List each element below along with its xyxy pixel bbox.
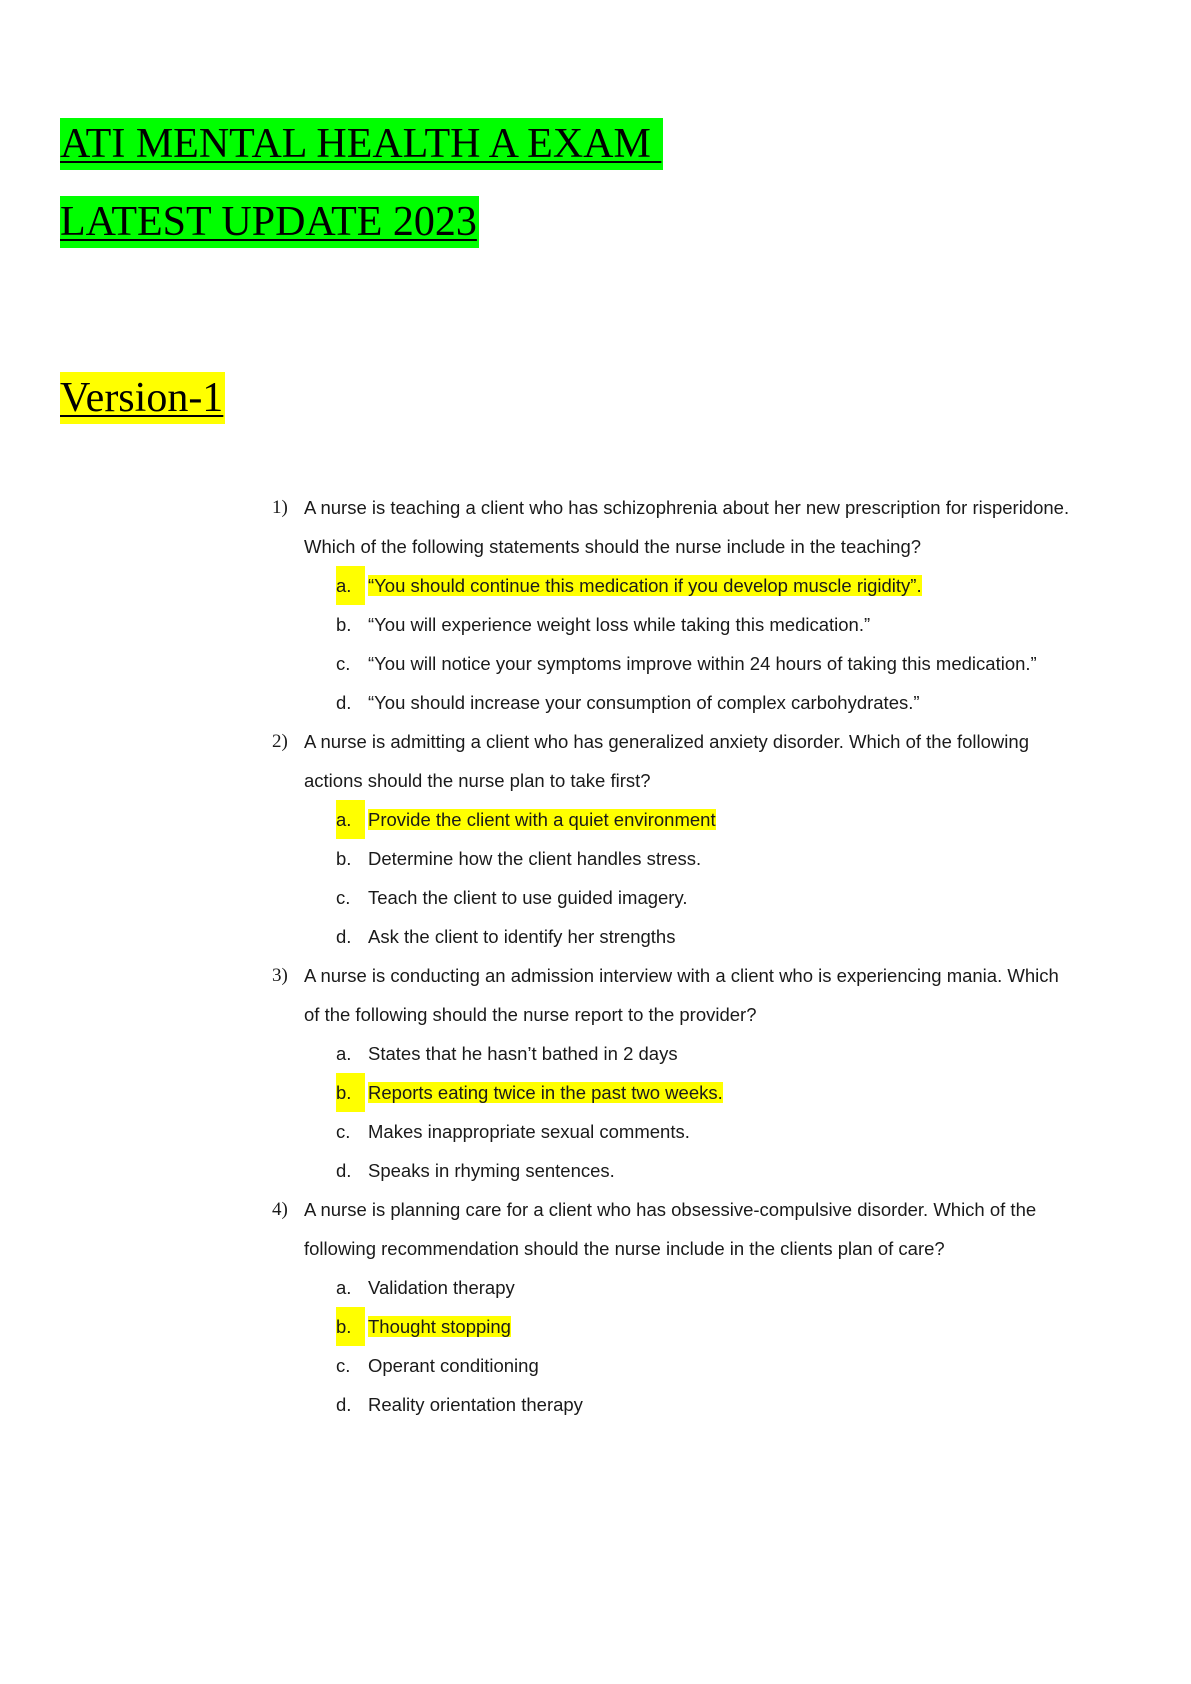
- option-text: Determine how the client handles stress.: [368, 848, 702, 869]
- answer-options: [304, 1268, 1072, 1424]
- answer-option-a-highlighted: [336, 566, 1072, 605]
- option-text: Validation therapy: [368, 1277, 515, 1298]
- question-stem: A nurse is conducting an admission interview with a client who is experiencing mania. Which of the following should the nurse report to the provider?: [304, 965, 1059, 1025]
- option-text: Provide the client with a quiet environment: [368, 809, 716, 830]
- answer-option-d: [336, 1151, 1072, 1190]
- option-letter: a.: [336, 1043, 352, 1064]
- answer-option-c: [336, 1346, 1072, 1385]
- answer-option-d: [336, 917, 1072, 956]
- option-text: Teach the client to use guided imagery.: [368, 887, 688, 908]
- option-letter: a.: [336, 1277, 352, 1298]
- exam-title-line-2: LATEST UPDATE 2023: [60, 196, 479, 248]
- answer-options: [304, 800, 1072, 956]
- version-label: Version-1: [60, 372, 225, 424]
- question-number: 2): [272, 731, 288, 752]
- question-2: [272, 722, 1072, 956]
- option-letter: d.: [336, 1394, 352, 1415]
- question-number: 4): [272, 1199, 288, 1220]
- option-letter: b.: [336, 614, 352, 635]
- option-text: States that he hasn’t bathed in 2 days: [368, 1043, 678, 1064]
- option-text: Speaks in rhyming sentences.: [368, 1160, 615, 1181]
- answer-option-d: [336, 683, 1072, 722]
- answer-option-c: [336, 1112, 1072, 1151]
- question-4: [272, 1190, 1072, 1424]
- option-letter: b.: [336, 1073, 365, 1112]
- option-text: Reports eating twice in the past two weeks.: [368, 1082, 723, 1103]
- option-text: Makes inappropriate sexual comments.: [368, 1121, 690, 1142]
- option-letter: c.: [336, 653, 351, 674]
- question-3: [272, 956, 1072, 1190]
- answer-option-a: [336, 1268, 1072, 1307]
- question-list: [272, 488, 1072, 1424]
- option-letter: b.: [336, 848, 352, 869]
- option-letter: c.: [336, 887, 351, 908]
- answer-option-b-highlighted: [336, 1307, 1072, 1346]
- option-text: Ask the client to identify her strengths: [368, 926, 676, 947]
- option-letter: b.: [336, 1307, 365, 1346]
- option-text: “You will notice your symptoms improve within 24 hours of taking this medication.”: [368, 653, 1037, 674]
- option-text: Thought stopping: [368, 1316, 511, 1337]
- answer-option-a-highlighted: [336, 800, 1072, 839]
- option-text: “You should continue this medication if you develop muscle rigidity”.: [368, 575, 922, 596]
- option-letter: d.: [336, 692, 352, 713]
- answer-option-b-highlighted: [336, 1073, 1072, 1112]
- question-stem: A nurse is planning care for a client who has obsessive-compulsive disorder. Which of the following recommendation should the nurse include in the clients plan of care?: [304, 1199, 1037, 1259]
- question-number: 3): [272, 965, 288, 986]
- option-text: “You should increase your consumption of complex carbohydrates.”: [368, 692, 920, 713]
- option-letter: a.: [336, 800, 365, 839]
- answer-options: [304, 566, 1072, 722]
- question-number: 1): [272, 497, 288, 518]
- answer-options: [304, 1034, 1072, 1190]
- option-text: Operant conditioning: [368, 1355, 539, 1376]
- answer-option-d: [336, 1385, 1072, 1424]
- option-text: “You will experience weight loss while taking this medication.”: [368, 614, 871, 635]
- answer-option-b: [336, 839, 1072, 878]
- option-letter: d.: [336, 926, 352, 947]
- answer-option-b: [336, 605, 1072, 644]
- option-letter: c.: [336, 1121, 351, 1142]
- question-stem: A nurse is admitting a client who has generalized anxiety disorder. Which of the following actions should the nurse plan to take first?: [304, 731, 1029, 791]
- answer-option-c: [336, 878, 1072, 917]
- option-letter: d.: [336, 1160, 352, 1181]
- answer-option-c: [336, 644, 1072, 683]
- question-1: [272, 488, 1072, 722]
- option-letter: c.: [336, 1355, 351, 1376]
- option-text: Reality orientation therapy: [368, 1394, 583, 1415]
- answer-option-a: [336, 1034, 1072, 1073]
- exam-title-line-1: ATI MENTAL HEALTH A EXAM: [60, 118, 663, 170]
- question-stem: A nurse is teaching a client who has schizophrenia about her new prescription for risperidone. Which of the following statements should the nurse include in the teaching?: [304, 497, 1070, 557]
- option-letter: a.: [336, 566, 365, 605]
